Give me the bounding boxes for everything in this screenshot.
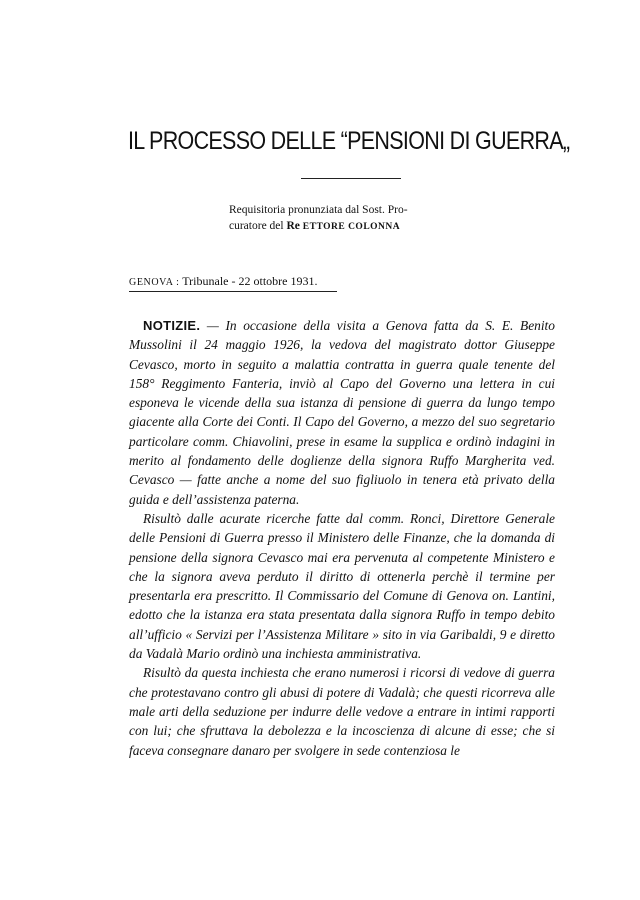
subtitle-re: Re — [286, 220, 300, 232]
dateline — [129, 274, 317, 289]
dateline-city: GENOVA : — [129, 277, 180, 288]
subtitle-line-1: Requisitoria pronunziata dal Sost. Pro- — [229, 204, 408, 216]
dateline-underline — [129, 291, 337, 292]
article-body — [129, 316, 555, 760]
paragraph-2: Risultò dalle acurate ricerche fatte dal comm. Ronci, Direttore Generale delle Pensioni di Guerra presso il Ministero delle Finanze, che la domanda di pensione della signora Cevasco mai era pervenuta al competente Ministero e che la signora aveva perduto il diritto di ottenerla perchè il termine per presentarla era prescritto. Il Commissario del Comune di Genova on. Lantini, edotto che la istanza era stata presentata dalla signora Ruffo in tempo debito all’ufficio « Servizi per l’Assistenza Militare » sito in via Garibaldi, 9 e diretto da Vadalà Mario ordinò una inchiesta amministrativa. — [129, 510, 555, 662]
section-lead: NOTIZIE. — [143, 318, 201, 333]
article-subtitle — [229, 202, 469, 235]
paragraph-3: Risultò da questa inchiesta che erano numerosi i ricorsi di vedove di guerra che protestavano contro gli abusi di potere di Vadalà; che questi ricorreva alle male arti della seduzione per indurre delle vedove a entrare in intimi rapporti con lui; che sfruttava la debolezza e la incoscienza di alcune di esse; che si faceva consegnare danaro per svolgere in sede contenziosa le — [129, 665, 555, 758]
article-title: IL PROCESSO DELLE “PENSIONI DI GUERRA„ — [128, 127, 570, 155]
title-divider — [301, 178, 401, 179]
subtitle-name: ETTORE COLONNA — [302, 222, 401, 232]
dateline-rest: Tribunale - 22 ottobre 1931. — [182, 274, 318, 288]
subtitle-line-2 — [229, 218, 469, 235]
paragraph-1 — [129, 316, 555, 509]
paragraph-1-text: — In occasione della visita a Genova fatta da S. E. Benito Mussolini il 24 maggio 1926, la vedova del magistrato dottor Giuseppe Cevasco, morto in seguito a malattia contratta in guerra quale tenente del 158° Reggimento Fanteria, inviò al Capo del Governo una lettera in cui esponeva le vicende della sua istanza di pensione di guerra da lungo tempo giacente alla Corte dei Conti. Il Capo del Governo, a mezzo del suo segretario particolare comm. Chiavolini, prese in esame la supplica e ordinò indagini in merito al fondamento delle doglienze della signora Ruffo Margherita ved. Cevasco — fatte anche a nome del suo figliuolo in tenera età privato della guida e dell’assistenza paterna. — [129, 318, 555, 507]
subtitle-prefix: curatore del — [229, 220, 284, 232]
